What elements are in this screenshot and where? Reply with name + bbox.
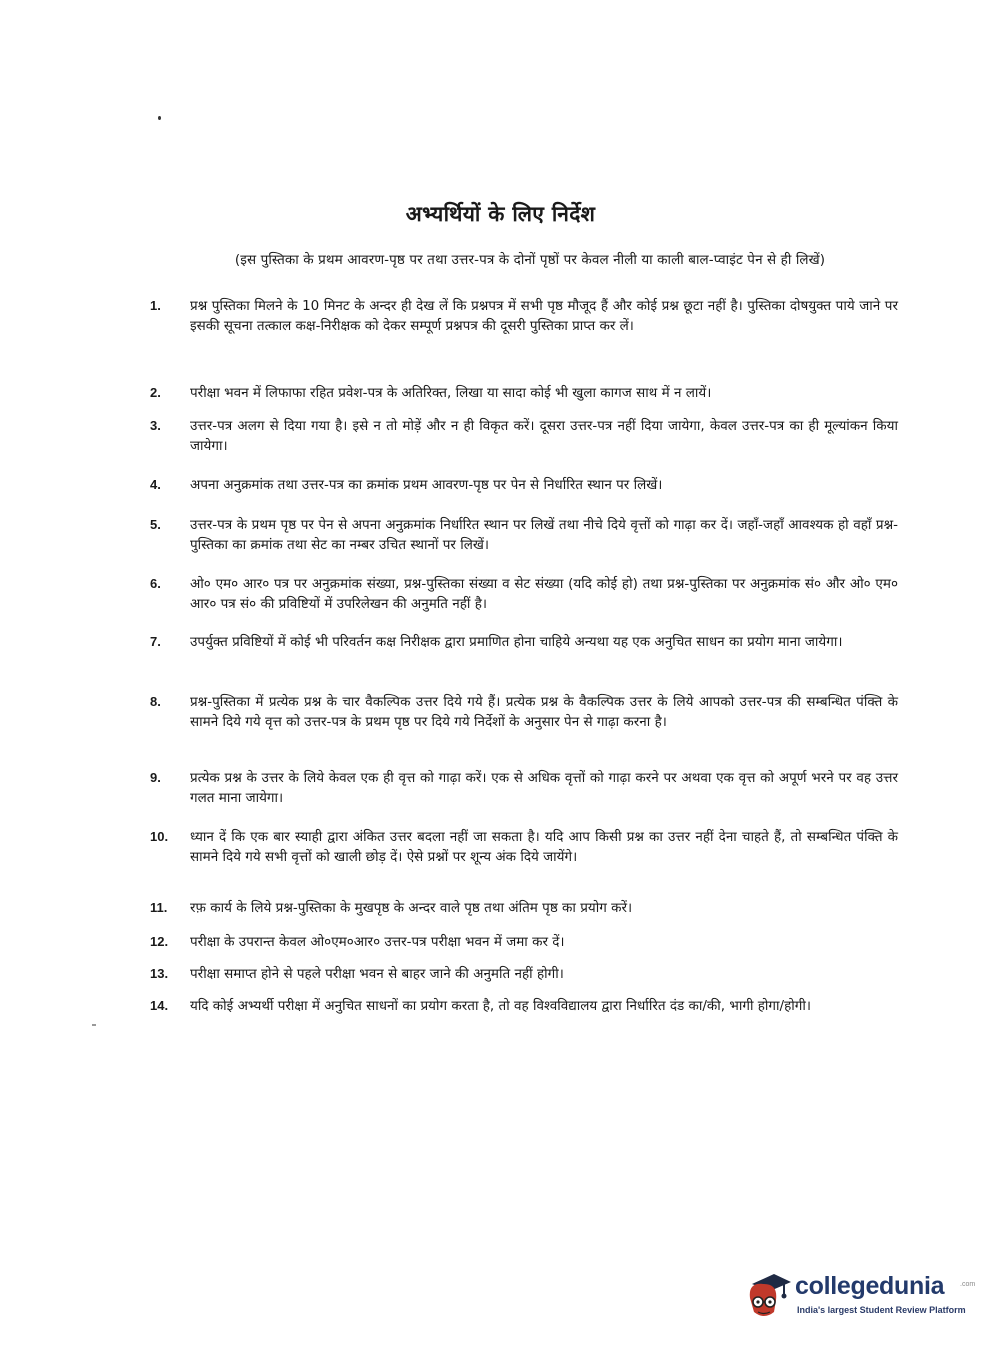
scan-speck bbox=[158, 116, 161, 120]
instruction-item bbox=[150, 996, 898, 1016]
scan-mark bbox=[92, 1024, 96, 1026]
instruction-text: परीक्षा भवन में लिफाफा रहित प्रवेश-पत्र के अतिरिक्त, लिखा या सादा कोई भी खुला कागज साथ में न लायें। bbox=[190, 385, 712, 401]
instruction-number: 3. bbox=[150, 418, 161, 433]
instruction-item bbox=[150, 475, 898, 495]
instruction-text: प्रत्येक प्रश्न के उत्तर के लिये केवल एक ही वृत्त को गाढ़ा करें। एक से अधिक वृत्तों को गाढ़ा करने पर अथवा एक वृत्त को अपूर्ण भरने पर वह उत्तर गलत माना जायेगा। bbox=[190, 770, 898, 806]
instruction-number: 5. bbox=[150, 517, 161, 532]
brand-suffix: .com bbox=[960, 1281, 976, 1288]
instruction-number: 6. bbox=[150, 576, 161, 591]
instruction-item bbox=[150, 296, 898, 336]
instruction-item bbox=[150, 416, 898, 456]
instruction-number: 8. bbox=[150, 694, 161, 709]
instruction-number: 12. bbox=[150, 934, 169, 949]
instruction-number: 14. bbox=[150, 998, 169, 1013]
instruction-number: 9. bbox=[150, 770, 161, 785]
instruction-text: उत्तर-पत्र अलग से दिया गया है। इसे न तो मोड़ें और न ही विकृत करें। दूसरा उत्तर-पत्र नहीं दिया जायेगा, केवल उत्तर-पत्र का ही मूल्यांकन किया जायेगा। bbox=[190, 418, 898, 454]
instruction-number: 7. bbox=[150, 634, 161, 649]
page-subtitle: (इस पुस्तिका के प्रथम आवरण-पृष्ठ पर तथा उत्तर-पत्र के दोनों पृष्ठों पर केवल नीली या काली बाल-प्वाइंट पेन से ही लिखें) bbox=[234, 252, 826, 268]
instruction-text: ध्यान दें कि एक बार स्याही द्वारा अंकित उत्तर बदला नहीं जा सकता है। यदि आप किसी प्रश्न का उत्तर नहीं देना चाहते हैं, तो सम्बन्धित पंक्ति के सामने दिये गये सभी वृत्तों को खाली छोड़ दें। ऐसे प्रश्नों पर शून्य अंक दिये जायेंगे। bbox=[190, 829, 898, 865]
instruction-text: ओ० एम० आर० पत्र पर अनुक्रमांक संख्या, प्रश्न-पुस्तिका संख्या व सेट संख्या (यदि कोई हो) तथा प्रश्न-पुस्तिका पर अनुक्रमांक सं० और ओ० एम० आर० पत्र सं० की प्रविष्टियों में उपरिलेखन की अनुमति नहीं है। bbox=[190, 576, 898, 612]
graduate-mascot-icon bbox=[744, 1268, 792, 1322]
instruction-text: उपर्युक्त प्रविष्टियों में कोई भी परिवर्तन कक्ष निरीक्षक द्वारा प्रमाणित होना चाहिये अन्यथा यह एक अनुचित साधन का प्रयोग माना जायेगा। bbox=[190, 634, 843, 650]
instruction-number: 4. bbox=[150, 477, 161, 492]
instruction-item bbox=[150, 692, 898, 732]
instruction-item bbox=[150, 574, 898, 614]
instruction-item bbox=[150, 964, 898, 984]
instruction-number: 11. bbox=[150, 900, 168, 915]
page-title: अभ्यर्थियों के लिए निर्देश bbox=[405, 202, 596, 226]
collegedunia-watermark bbox=[744, 1268, 974, 1326]
instruction-item bbox=[150, 827, 898, 867]
instruction-number: 1. bbox=[150, 298, 161, 313]
instruction-item bbox=[150, 383, 898, 403]
brand-name: collegedunia bbox=[795, 1272, 945, 1300]
instruction-number: 13. bbox=[150, 966, 169, 981]
instruction-item bbox=[150, 632, 898, 652]
instruction-text: रफ़ कार्य के लिये प्रश्न-पुस्तिका के मुखपृष्ठ के अन्दर वाले पृष्ठ तथा अंतिम पृष्ठ का प्रयोग करें। bbox=[190, 900, 633, 916]
instruction-text: अपना अनुक्रमांक तथा उत्तर-पत्र का क्रमांक प्रथम आवरण-पृष्ठ पर पेन से निर्धारित स्थान पर लिखें। bbox=[190, 477, 663, 493]
instruction-text: प्रश्न-पुस्तिका में प्रत्येक प्रश्न के चार वैकल्पिक उत्तर दिये गये हैं। प्रत्येक प्रश्न के वैकल्पिक उत्तर के लिये आपको उत्तर-पत्र की सम्बन्धित पंक्ति के सामने दिये गये वृत्त को उत्तर-पत्र के प्रथम पृष्ठ पर दिये गये निर्देशों के अनुसार पेन से गाढ़ा करना है। bbox=[190, 694, 898, 730]
instruction-number: 2. bbox=[150, 385, 161, 400]
instruction-item bbox=[150, 898, 898, 918]
brand-tagline: India's largest Student Review Platform bbox=[797, 1305, 966, 1315]
instruction-text: परीक्षा समाप्त होने से पहले परीक्षा भवन से बाहर जाने की अनुमति नहीं होगी। bbox=[190, 966, 564, 982]
instruction-item bbox=[150, 932, 898, 952]
instruction-item bbox=[150, 515, 898, 555]
instruction-item bbox=[150, 768, 898, 808]
instruction-number: 10. bbox=[150, 829, 169, 844]
instruction-text: प्रश्न पुस्तिका मिलने के 10 मिनट के अन्दर ही देख लें कि प्रश्नपत्र में सभी पृष्ठ मौजूद हैं और कोई प्रश्न छूटा नहीं है। पुस्तिका दोषयुक्त पाये जाने पर इसकी सूचना तत्काल कक्ष-निरीक्षक को देकर सम्पूर्ण प्रश्नपत्र की दूसरी पुस्तिका प्राप्त कर लें। bbox=[190, 298, 898, 334]
instruction-text: परीक्षा के उपरान्त केवल ओ०एम०आर० उत्तर-पत्र परीक्षा भवन में जमा कर दें। bbox=[190, 934, 565, 950]
instruction-text: यदि कोई अभ्यर्थी परीक्षा में अनुचित साधनों का प्रयोग करता है, तो वह विश्वविद्यालय द्वारा निर्धारित दंड का/की, भागी होगा/होगी। bbox=[190, 998, 811, 1014]
instruction-text: उत्तर-पत्र के प्रथम पृष्ठ पर पेन से अपना अनुक्रमांक निर्धारित स्थान पर लिखें तथा नीचे दिये वृत्तों को गाढ़ा कर दें। जहाँ-जहाँ आवश्यक हो वहाँ प्रश्न-पुस्तिका का क्रमांक तथा सेट का नम्बर उचित स्थानों पर लिखें। bbox=[190, 517, 898, 553]
